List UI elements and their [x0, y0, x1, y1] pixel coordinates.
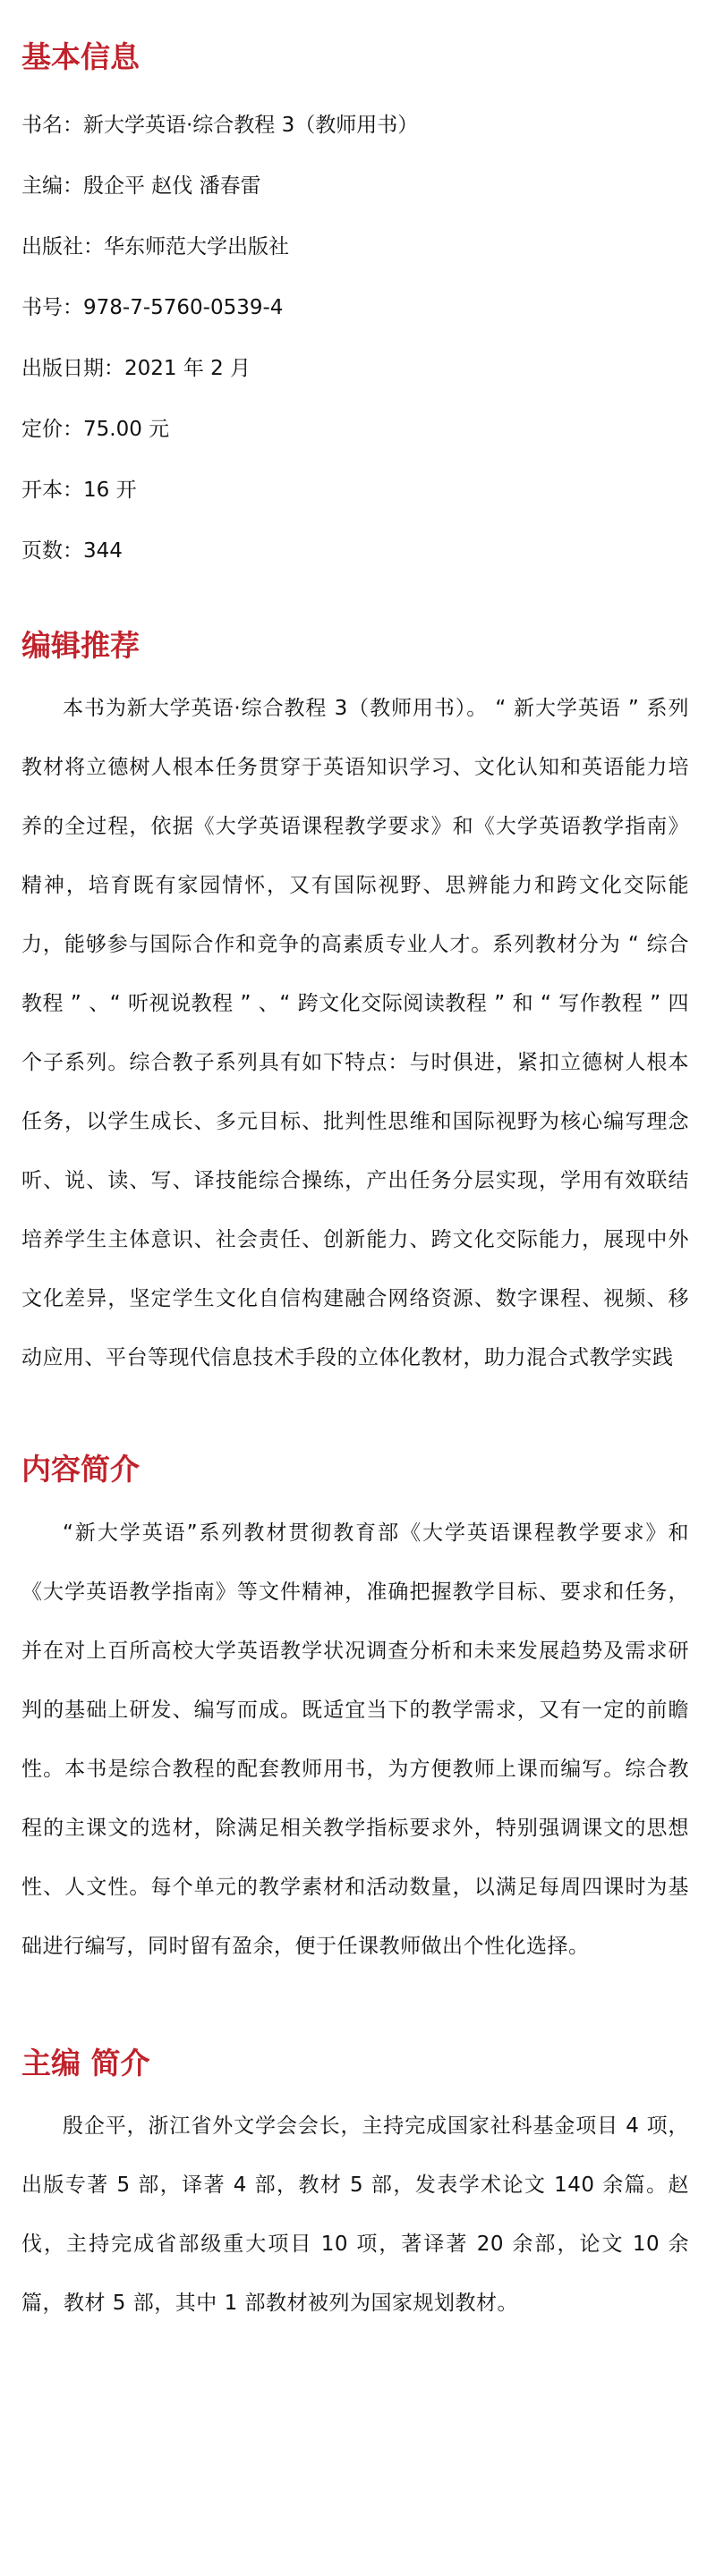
info-key: 定价： [21, 417, 83, 441]
info-key: 书号： [21, 295, 83, 319]
info-key: 出版日期： [21, 356, 124, 380]
info-row-price [21, 399, 689, 460]
info-value: 2021 年 2 月 [124, 356, 251, 380]
info-value: 新大学英语·综合教程 3（教师用书） [83, 113, 419, 137]
info-value: 75.00 元 [83, 417, 170, 441]
content-summary-text: “新大学英语”系列教材贯彻教育部《大学英语课程教学要求》和《大学英语教学指南》等文件精神，准确把握教学目标、要求和任务，并在对上百所高校大学英语教学状况调查分析和未来发展趋势及需求研判的基础上研发、编写而成。既适宜当下的教学需求，又有一定的前瞻性。本书是综合教程的配套教师用书，为方便教师上课而编写。综合教程的主课文的选材，除满足相关教学指标要求外，特别强调课文的思想性、人文性。每个单元的教学素材和活动数量，以满足每周四课时为基础进行编写，同时留有盈余，便于任课教师做出个性化选择。 [21, 1521, 689, 1958]
info-value: 16 开 [83, 478, 137, 502]
basic-info-title: 基本信息 [21, 39, 140, 74]
info-row-format [21, 460, 689, 521]
info-key: 出版社： [21, 234, 104, 258]
author-intro-title: 主编 简介 [21, 2045, 150, 2080]
author-intro-text: 殷企平，浙江省外文学会会长，主持完成国家社科基金项目 4 项，出版专著 5 部，译著 4 部，教材 5 部，发表学术论文 140 余篇。赵伐，主持完成省部级重大项目 10 项，著译著 20 余部，论文 10 余篇，教材 5 部，其中 1 部教材被列为国家规划教材。 [21, 2114, 689, 2316]
basic-info-list [21, 95, 689, 581]
info-row-editors [21, 156, 689, 216]
editor-recommendation-section [21, 628, 689, 1388]
author-intro-section [21, 2046, 689, 2334]
info-key: 主编： [21, 174, 83, 198]
info-key: 书名： [21, 113, 83, 137]
content-summary-title: 内容简介 [21, 1452, 140, 1487]
info-row-publisher [21, 216, 689, 277]
info-key: 开本： [21, 478, 83, 502]
info-value: 344 [83, 538, 123, 563]
info-value: 殷企平 赵伐 潘春雷 [83, 174, 261, 198]
info-value: 978-7-5760-0539-4 [83, 295, 284, 319]
info-key: 页数： [21, 538, 83, 563]
editor-recommendation-text: 本书为新大学英语·综合教程 3（教师用书）。 “ 新大学英语 ” 系列教材将立德树人根本任务贯穿于英语知识学习、文化认知和英语能力培养的全过程，依据《大学英语课程教学要求》和《大学英语教学指南》精神，培育既有家园情怀，又有国际视野、思辨能力和跨文化交际能力，能够参与国际合作和竞争的高素质专业人才。系列教材分为 “ 综合教程 ” 、“ 听视说教程 ” 、“ 跨文化交际阅读教程 ” 和 “ 写作教程 ” 四个子系列。综合教子系列具有如下特点：与时俱进，紧扣立德树人根本任务，以学生成长、多元目标、批判性思维和国际视野为核心编写理念听、说、读、写、译技能综合操练，产出任务分层实现，学用有效联结培养学生主体意识、社会责任、创新能力、跨文化交际能力，展现中外文化差异，坚定学生文化自信构建融合网络资源、数字课程、视频、移动应用、平台等现代信息技术手段的立体化教材，助力混合式教学实践 [21, 697, 689, 1370]
info-row-title [21, 95, 689, 156]
basic-info-section [21, 0, 689, 581]
info-row-pages [21, 521, 689, 581]
info-row-isbn [21, 277, 689, 338]
info-value: 华东师范大学出版社 [104, 234, 289, 258]
editor-recommendation-title: 编辑推荐 [21, 627, 140, 663]
info-row-date [21, 338, 689, 399]
content-summary-section [21, 1452, 689, 1976]
